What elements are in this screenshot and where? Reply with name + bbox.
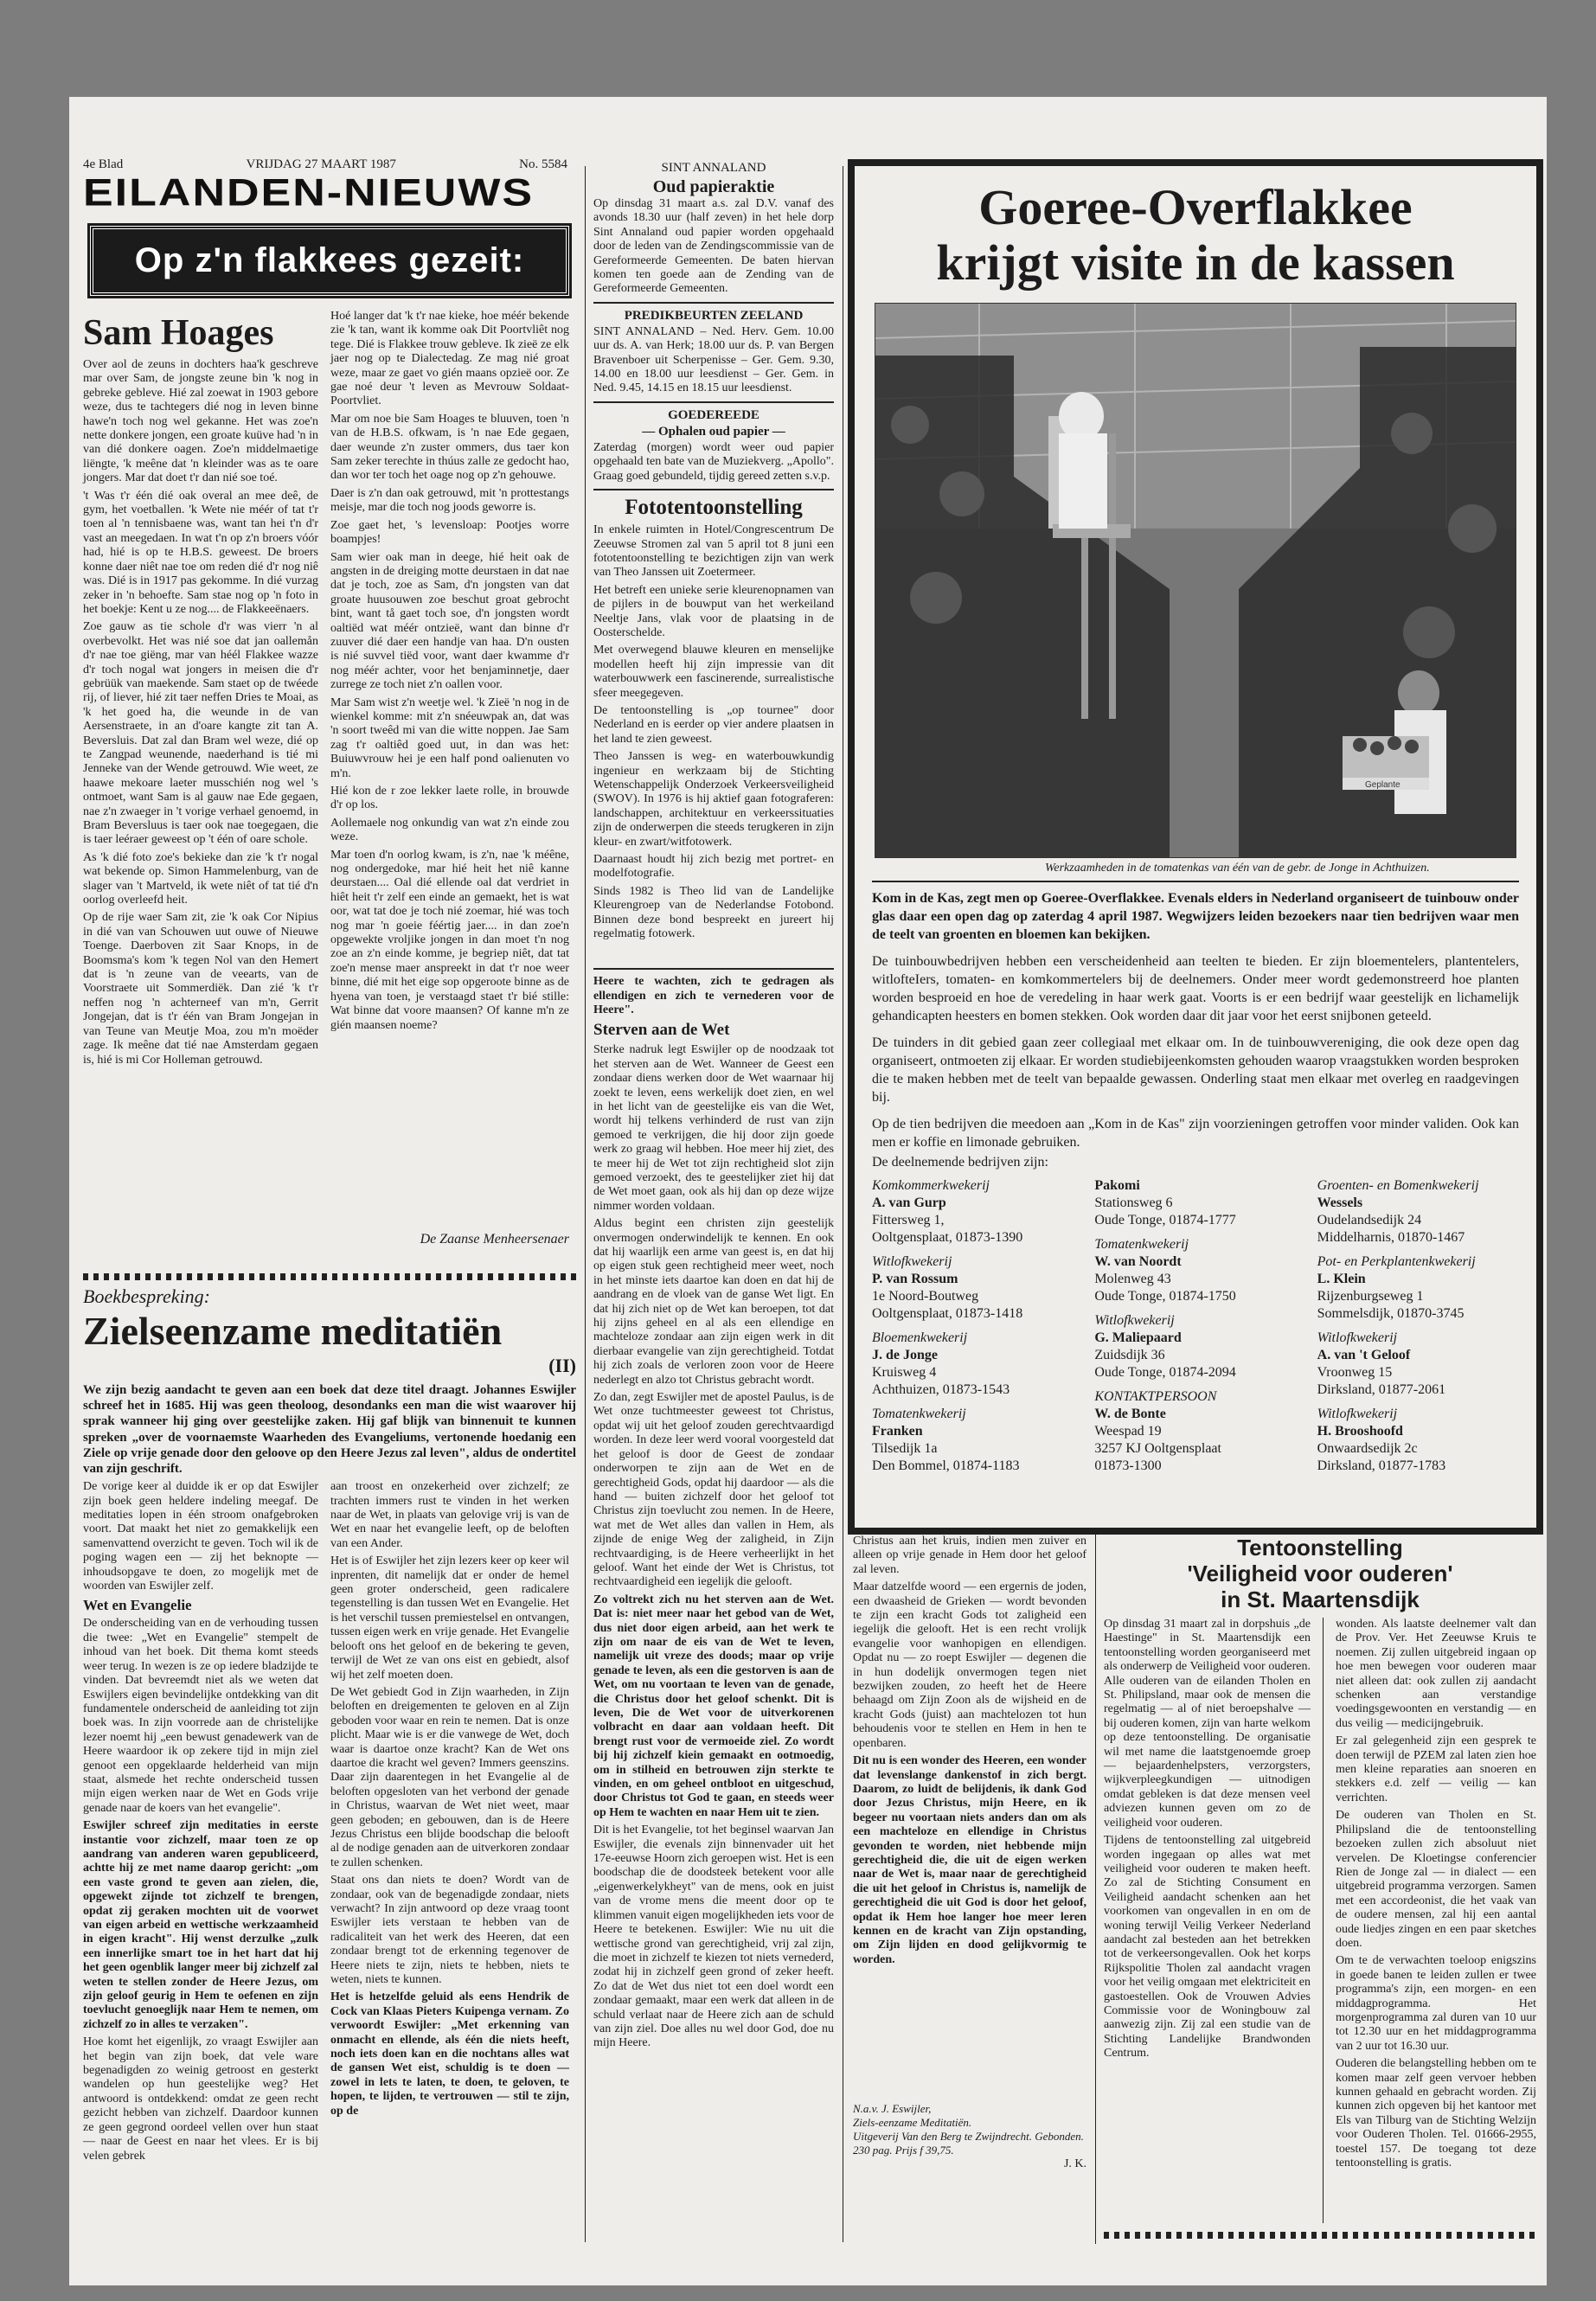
paragraph: De onderscheiding van en de verhouding tussen die twee: „Wet en Evangelie" stempelt de inhoud van het boek. Dit thema komt steeds weer terug. In wezen is ze op iedere bladzijde te vinden. Dat bevreemdt niet als we weten dat Eswijlers eigen bevindelijke ontdekking van dit fundamentele onderscheid de aanleiding tot zijn boek was. In zijn voorrede aan de christelijke lezer noemt hij „een bewust genadewerk van de Heere waardoor ik op zekere tijd in mijn ziel genoot een opgeklaarde helderheid van mijn staat, alsmede het rechte onderscheid tussen mijn eigen werken naar de Wet en Gods vrije genade naar de koers van het evangelie".	[83, 1617, 318, 1815]
paragraph: Daarnaast houdt hij zich bezig met portret- en modelfotografie.	[593, 853, 834, 881]
divider	[593, 302, 834, 304]
company-name: L. Klein	[1317, 1272, 1366, 1286]
crate-label: Geplante	[1365, 780, 1401, 790]
stdijk-col1	[1104, 1618, 1311, 2223]
company-name: G. Maliepaard	[1094, 1330, 1182, 1345]
company-line: Molenweg 43	[1094, 1272, 1171, 1286]
paragraph: Het is hetzelfde geluid als eens Hendrik de Cock van Klaas Pieters Kuipenga vernam. Zo verwoordt Eswijler: „Met erkenning van onmacht en ellende, als één die niets heeft, noch iets doen kan en die nochtans alles wat de gansen Wet eist, schuldig is te doen — zowel in lets te laten, te doen, te geloven, te hopen, te lijden, te vertrouwen — stil te zijn, op de	[330, 1990, 569, 2118]
paragraph: Mar Sam wist z'n weetje wel. 'k Zieë 'n nog in de wienkel komme: mit z'n snéeuwpak an, dat was 'n soort tweêd mi van die witte noppen. Jae Sam zag t'r oaltiêd goed uut, in dan was het: Buiuwvrouw hei je een half pond oalienuten vo m'n.	[330, 695, 569, 780]
company-name: A. van Gurp	[872, 1195, 946, 1210]
section-title: GOEDEREEDE	[668, 407, 760, 422]
paragraph: aan troost en onzekerheid over zichzelf; ze trachten immers rust te vinden in het werken naar de Wet, in plaats van gelovige vrij is van de Wet en naar het evangelie leeft, op de beloften van een Ander.	[330, 1480, 569, 1550]
divider	[83, 1273, 576, 1280]
headline-line2: 'Veiligheid voor ouderen'	[1187, 1561, 1453, 1586]
headline-line3: in St. Maartensdijk	[1221, 1586, 1420, 1612]
company-line: Kruisweg 4	[872, 1365, 937, 1380]
author-initials: J. K.	[1063, 2157, 1086, 2170]
company-line: Sommelsdijk, 01870-3745	[1317, 1306, 1465, 1321]
stdijk-article	[1104, 1535, 1536, 2261]
company-line: Ooltgensplaat, 01873-1418	[872, 1306, 1023, 1321]
company-category: Tomatenkwekerij	[872, 1407, 966, 1421]
company-line: Dirksland, 01877-1783	[1317, 1458, 1446, 1473]
subheading: Sterven aan de Wet	[593, 1021, 730, 1040]
company-line: Oude Tonge, 01874-1777	[1094, 1213, 1236, 1227]
paragraph: Maar datzelfde woord — een ergernis de joden, een dwaasheid de Grieken — wordt bevonden te zijn een kracht Gods tot zaligheid een iegelijk die gelooft. Het is een recht vrolijk evangelie voor wanhopigen en ellendigen. Opdat nu — zo roept Eswijler — degenen die in hun dodelijk onvermogen tegen niet bezwijken zouden, zo heeft het de Heere behaagd om Zijn Zoon als de wijsheid en de kracht Gods (juist) aan machtelozen tot hun behoudenis voor te stellen en Hem in hen te openbaren.	[853, 1580, 1086, 1750]
company-line: Ooltgensplaat, 01873-1390	[872, 1230, 1023, 1245]
paragraph: Zo voltrekt zich nu het sterven aan de Wet. Dat is: niet meer naar het gebod van de Wet, dus niet door eigen arbeid, aan het werk te zijn om naar de eis van de Wet te leven, namelijk uit vreze des doods; maar op vrije genade te leven, als een die gestorven is aan de Wet, om nu voortaan te leven van de genade, die Christus door het geloof schenkt. Dit is leven, Die de Wet voor de uitverkorenen volbracht en daar aan voldaan heeft. Dit brengt rust voor de vermoeide ziel. Zo wordt bij hij zichzelf kiein gemaakt en ootmoedig, om in stilheid en betrouwen zijn sterkte te vinden, en om geheel ontbloot en uitgeschud, door Christus tot God te gaan, en steeds weer op Hem te wachten en naar Hem uit te zien.	[593, 1593, 834, 1819]
column-rule	[585, 166, 586, 2242]
quote: Heere te wachten, zich te gedragen als ellendigen en zich te vernederen voor de Heere".	[593, 975, 834, 1016]
paragraph: Christus aan het kruis, indien men zuiver en alleen op vrije genade in Hem door het geloof zal leven.	[853, 1535, 1086, 1576]
newspaper-page	[69, 97, 1547, 2285]
paragraph: Aldus begint een christen zijn geestelijk onvermogen onderwindelijk te kennen. En ook dat hij waarlijk een arme van geest is, en dat hij op eigen stuk geen rechtigheid meer weet, noch in het minste iets daartoe kan doen en dat hij de aandrang en de vloek van de ganse Wet ligt. En dat hij zich niet op de Wet kan beroepen, tot dat hij zijns geheel en al als een ellendige en machteloze zondaar aan zijn eigen werk in dit dierbaar evangelie van zijn gerechtigheid. Totdat hij zich zoals de verloren zoon voor de Heere nederlegt en alzo tot Christus gebracht wordt.	[593, 1217, 834, 1387]
paragraph: Het betreft een unieke serie kleurenopnamen van de pijlers in de bouwput van het werkeiland Neeltje Jans, vlak voor de plaatsing in de Oosterschelde.	[593, 583, 834, 639]
company-category: Komkommerkwekerij	[872, 1178, 990, 1193]
company-category: Witlofkwekerij	[1094, 1313, 1175, 1328]
paragraph: Zoe gauw as tie schole d'r was vierr 'n al overbevolkt. Het was nié soe dat jan oallemån d'r nae toe giëng, mar van héél Flakkee wazze d'r toch nogal wat jongers in meisen die d'r gebrüük van maekende. Sam staet op de twéede rij, of liever, hié zit taer neffen Dries te Moai, as 'k het goed ha, die weunde in de van Aersenstraete, in an d'oare kangte zit tan A. Beversluis. Dat zal dan Bram wel weze, dié op te Zangpad weunende, naederhand is tié mi Jenneke van der Wende getrouwd. Wie weet, ze haawe mekoare laeter musschién nog wel 's ontmoet, want Sam is al gauw nae Ede gegaen, nae z'n zwaeger in 't vorige verhael genoemd, in Bram Beversluus is taer ook nae toegegaen, die is taer leéraer geweest op 't één of oare schole.	[83, 620, 318, 847]
middle-column	[593, 159, 834, 2270]
paragraph: Op dinsdag 31 maart a.s. zal D.V. vanaf des avonds 18.30 uur (half zeven) in het hele dorp Sint Annaland oud papier worden opgehaald door de leden van de Zendingscommissie van de Gereformeerde Gemeenten. De baten hiervan komen ten goede aan de Zending van de Gereformeerde Gemeenten.	[593, 197, 834, 296]
divider	[593, 489, 834, 490]
paragraph: Het is of Eswijler het zijn lezers keer op keer wil inprenten, dit namelijk dat er onder de hemel geen groter onderscheid, geen radicalere tegenstelling is dan tussen Wet en Evangelie. Het is het verschil tussen premiestelsel en ontvangen, tussen eigen werk en vrije genade. Het Evangelie belooft ons het geloof en de bekering te geven, terwijl de Wet ze van ons eist en gebiedt, alsof wij het zelf moeten doen.	[330, 1554, 570, 1682]
paragraph: Op dinsdag 31 maart zal in dorpshuis „de Haestinge" in St. Maartensdijk een tentoonstelling worden georganiseerd met als onderwerp de Veiligheid voor ouderen. Alle ouderen van de eilanden Tholen en St. Philipsland, maar ook de mensen die regelmatig — al of niet beroepshalve — bij ouderen komen, zijn van harte welkom op deze tentoonstelling. De organisatie wil met name die laatstgenoemde groep — bejaardenhelpsters, verzorgsters, wijkverpleegkundigen — uitnodigen omdat gebleken is dat deze mensen veel adviezen kunnen geven om zo de veiligheid voor ouderen.	[1104, 1618, 1311, 1830]
flakkees-article	[83, 310, 576, 1268]
column-rule	[1323, 1618, 1324, 2223]
paragraph: Tijdens de tentoonstelling zal uitgebreid worden ingegaan op alles wat met veiligheid voor ouderen te maken heeft. Zo zal de Stichting Consument en Veiligheid aandacht schenken aan het voorkomen van ongevallen in en om de woning terwijl Veilig Verkeer Nederland aandacht zal besteden aan het betrekken tot de verkeersongevallen. Ook het korps Rijkspolitie Tholen zal aandacht vragen voor het veilig omgaan met elektriciteit en gastoestellen. Ook de Vrouwen Advies Commissie voor de Woningbouw zal aanwezig zijn. Zij zal een studie van de Stichting Landelijke Brandwonden Centrum.	[1104, 1834, 1311, 2061]
headline-line2: krijgt visite in de kassen	[936, 234, 1455, 291]
headline-line1: Tentoonstelling	[1237, 1535, 1403, 1561]
company-line: Zuidsdijk 36	[1094, 1348, 1165, 1362]
article-title: Fototentoonstelling	[625, 496, 803, 520]
stdijk-body	[1104, 1618, 1536, 2223]
paragraph: Over aol de zeuns in dochters haa'k geschreve mar over Sam, de jongste zeune bin 'k nog in gebreke gebleve. Hié zal zoewat in 1903 gebore weze, dus te tachtegers dié nog in leven binne hawe'n toch nog wel gekanne. Het was zoe'n nette donkere jongen, een groate kuüve had 'n in van dié donkere oagen. Zoe'n middelmaetige liëngte, 'k meêne dat 'n kleinder was as te oare jongers. Mar dat doet t'r dan nié soe toé.	[83, 358, 318, 485]
paragraph: Hié kon de r zoe lekker laete rolle, in brouwde d'r op los.	[330, 785, 569, 812]
paragraph: Dit nu is een wonder des Heeren, een wonder dat levenslange dankenstof in zich bergt. Daarom, zo luidt de belijdenis, ik dank God door Jezus Christus, mijn Heere, en ik begeer nu voortaan niets anders dan om als een machteloze en ellendige in Christus gevonden te worden, niet hebbende mijn gerechtigheid die, die uit de eigen werken naar de Wet is, maar naar de gerechtigheid die uit het geloof in Christus is, namelijk de gerechtigheid die uit God is door het geloof, opdat ik Hem hoe langer hoe meer leren kennen en de kracht van Zijn opstanding, om Zijn lijden en dood gelijkvormig te worden.	[853, 1754, 1086, 1966]
company-line: 3257 KJ Ooltgensplaat	[1094, 1441, 1221, 1456]
paragraph: Dit is het Evangelie, tot het beginsel waarvan Jan Eswijler, die evenals zijn binnenvader uit het 17e-eeuwse Hoorn zich geroepen wist. Het is een boodschap die de doodsteek betekent voor alle „eigenwerkelykheyt" van de mens, ook en juist van de vrome mens die meent door op te klimmen vanuit eigen mogelijkheden iets voor de Heere te betekenen. Eswijler: Wie nu uit die wettische grond van gerechtigheid, vrij zal zijn, die moet in zichzelf te kiezen tot niets vernederd, zodat hij in zichzelf geen grond of zeker heeft. Zo dat de Wet dus niet tot een doel wordt een zondaar gemaakt, maar een werk dat alleen in de schuld verlaat naar de Heere zich aan de schuld van zijn ziel. Doe alles nu wel door God, doe nu mijn Heere.	[593, 1823, 834, 2050]
divider	[872, 881, 1519, 882]
christus-column	[853, 1535, 1086, 2261]
paragraph: De ouderen van Tholen en St. Philipsland die de tentoonstelling bezoeken zullen zich absoluut niet vervelen. De Kloetingse conferencier Rien de Jonge zal — in dialect — een uitgebreid programma verzorgen. Samen met een accordeonist, die het vaak van de oudere mensen, zal hij een aantal oude liedjes zingen en een paar sketches doen.	[1335, 1809, 1536, 1950]
company-line: Weespad 19	[1094, 1424, 1162, 1439]
list-intro: De deelnemende bedrijven zijn:	[872, 1155, 1048, 1170]
company-name: P. van Rossum	[872, 1272, 958, 1286]
paragraph: De vorige keer al duidde ik er op dat Eswijler zijn boek geen heldere indeling meegaf. De meditaties lopen in één stroom onafgebroken voort. Dat maakt het niet zo gemakkelijk een samenvattend overzicht te geven. Toch wil ik de poging wagen een — zij het beknopte — inhoudsopgave te doen, zo mogelijk met de woorden van Eswijler zelf.	[83, 1480, 318, 1593]
paragraph: Sam wier oak man in deege, hié heit oak de angsten in de dreiging motte deurstaen in dat nae dat je toch, zoe as Sam, d'n jongsten van dat groate huusouwen zoe beschut groat gebrocht bint, want tå gaet toch soe, d'n jongsten wordt oaltiëd wat méér ontzieë, want dan binne d'r zuuver dié daer een handje van haa. D'n ousten is nié suvvel tiëd voor, want daer kwamme d'r nog méér achter, voor het benjaminnetje, daer zurrege ze toch niet z'n oallen voor.	[330, 550, 569, 692]
company-category: Groenten- en Bomenkwekerij	[1317, 1178, 1479, 1193]
source-line: Uitgeverij Van den Berg te Zwijndrecht. Gebonden. 230 pag. Prijs f 39,75.	[853, 2130, 1084, 2157]
left-section	[83, 157, 576, 2268]
masthead-meta	[83, 157, 567, 172]
company-category: KONTAKTPERSOON	[1094, 1389, 1217, 1404]
paragraph: Zo dan, zegt Eswijler met de apostel Paulus, is de Wet onze tuchtmeester geweest tot Christus, opdat wij uit het geloof zouden gerechtvaardigd worden. In deze leer werd vooral voorgesteld dat het geloof is door de Geest de zondaar onderworpen te zijn aan de Wet en de gerechtigheid Gods, opdat hij daardoor — als die hand — buiten zichzelf door het geloof tot Christus zijn toevlucht zou nemen. In de Heere, wat met de Wet alles dan vallen in Hem, als zijnde de enige Weg der zaligheid, in Zijn rechtvaardiging, is de Heere verheerlijkt in het geloof. Want het einde der Wet is Christus, tot rechtvaardigheid een iegelijk die gelooft.	[593, 1391, 834, 1589]
masthead-logo: EILANDEN-NIEUWS	[83, 171, 535, 215]
company-name: H. Brooshoofd	[1317, 1424, 1403, 1439]
company-name: J. de Jonge	[872, 1348, 938, 1362]
section-subtitle: — Ophalen oud papier —	[642, 424, 785, 439]
part-number: (II)	[548, 1355, 576, 1376]
paragraph: Mar toen d'n oorlog kwam, is z'n, nae 'k méêne, nog ondergedoke, mar hié heit het niê kanne deurstaen.... Oal dié ellende oal dat verdriet in hiêt heit t'r zelf een einde an gemaekt, het is wat oor, wat tat doe je toch nié zoemar, hié was toch nog mar 'n goeie féértig jaer.... in dan zoe'n opgewekte vroljike jongen in dan moet t'n nog zoe an z'n einde komme, je begriep niêt, dat tat zoe'n mense maer anspreekt in dat t'r noe weer binne, dié mit het eige sop opgeroote binne as de hyena van toen, je verstaagd staet t'r bié stille: Wat binne dat voore maansen? Of kanne m'n ze gién maansen noeme?	[330, 848, 569, 1032]
paragraph: Sterke nadruk legt Eswijler op de noodzaak tot het sterven aan de Wet. Wanneer de Geest een zondaar diens werken door de Wet waarnaar hij zoekt te leven, eens werkelijk doet zien, en wel in het licht van de geestelijke eis van die Wet, wordt hij telkens verhinderd de rust van zijn gemoed te verkrijgen, die hij door zijn goede werk zo graag wil hebben. Hoe meer hij ziet, des te meer hij de Wet tot zijn rechtigheid slot zijn gemoed verzoekt, des te geestelijker ziet hij dat de Wet moet gaan, ook als hij dan op deze wijze nimmer worden voldaan.	[593, 1043, 834, 1213]
paragraph: Eswijler schreef zijn meditaties in eerste instantie voor zichzelf, maar toen ze op aandrang van anderen waren gepubliceerd, achtte hij ze met name daarop gericht: „om een vaste grond te geven aan zielen, die, opgewekt zijnde tot zichzelf te brengen, opdat zij geraken mochten uit de voorwet van eigen arbeid en wettische werkzaamheid in eigen kracht". Hij wenst derzulke „zulk een innerlijke smart toe in het hart dat hij het geen ogenblik langer meer bij zichzelf zal weten te stellen zonder de Heere Jezus, om zijn geloof geurig in Hem te oefenen en zijn toevlucht genoeglijk naar Hem te nemen, om zichzelf zo in alles te verzaken".	[83, 1819, 318, 2031]
source-line: Ziels-eenzame Meditatiën.	[853, 2116, 972, 2129]
paragraph: Aollemaele nog onkundig van wat z'n einde zou weze.	[330, 816, 569, 844]
company-name: A. van 't Geloof	[1317, 1348, 1411, 1362]
goeree-box	[848, 159, 1543, 1535]
company-line: Tilsedijk 1a	[872, 1441, 938, 1456]
company-line: Onwaardsedijk 2c	[1317, 1441, 1418, 1456]
christus-body	[853, 1535, 1086, 2097]
paragraph: Mar om noe bie Sam Hoages te bluuven, toen 'n van de H.B.S. ofkwam, is 'n nae Ede gegaen, daer weunde z'n zuster ommers, dus taer kon Sam zeker terechte in thúus zalle ze gedocht hao, dan wor ter toch het oage nog op z'n gehouwe.	[330, 412, 569, 483]
company-line: 01873-1300	[1094, 1458, 1162, 1473]
signature: De Zaanse Menheersenaer	[420, 1232, 569, 1247]
paragraph: Op de tien bedrijven die meedoen aan „Kom in de Kas" zijn voorzieningen getroffen voor minder validen. Ook kan men er koffie en limonade gebruiken.	[872, 1117, 1519, 1150]
company-name: W. van Noordt	[1094, 1254, 1182, 1269]
headline-line1: Goeree-Overflakkee	[978, 179, 1413, 235]
paragraph: Om te de verwachten toeloop enigszins in goede banen te leiden zullen er twee programma's zijn, een morgen- en een middagprogramma. Het morgenprogramma zal duren van 10 uur tot 12.30 uur en het middagprogramma van 2 uur tot 16.30 uur.	[1335, 1954, 1536, 2053]
place-label: SINT ANNALAND	[661, 161, 766, 175]
company-line: Vroonweg 15	[1317, 1365, 1393, 1380]
source-line: N.a.v. J. Eswijler,	[853, 2102, 932, 2115]
paragraph: De tuinders in dit gebied gaan zeer collegiaal met elkaar om. In de tuinbouwvereniging, die ook deze open dag organiseert, ontmoeten zij elkaar. Er worden studiebijeenkomsten gehouden waarop vraagstukken worden besproken die te maken hebben met de teelt van bepaalde gewassen. Onderling staat men elkaar met overleg en raadgevingen bij.	[872, 1035, 1519, 1105]
paragraph: 't Was t'r één dié oak overal an mee deê, de gym, het voetballen. 'k Wete nie méér of tat t'r toen al 'n tennisbaene was, want tan hei t'n d'r vast an meegedaen. In wat t'n op z'n broers vóór had, hié is op te H.B.S. geweest. De broers konne daer niêt nae toe om reden dié d'r nog niê was. Dié is in 1917 pas gekomme. In dié vurzag zeker in 'n behoefte. Sam stae nog op 'n foto in het boekje: Kent u ze nog.... de Flakkeeënaers.	[83, 489, 318, 616]
divider	[593, 968, 834, 970]
company-line: Dirksland, 01877-2061	[1317, 1382, 1446, 1397]
page-label: 4e Blad	[83, 157, 124, 171]
boek-body	[83, 1480, 576, 2241]
company-category: Bloemenkwekerij	[872, 1330, 968, 1345]
lead: We zijn bezig aandacht te geven aan een boek dat deze titel draagt. Johannes Eswijler schreef het in 1685. Hij was geen theoloog, desondanks een man die wist waarover hij sprak wanneer hij ging over geestelijke zaken. Hij gaf blijk van binnenuit te kunnen spreken „over de voornaemste Waarheden des Evangeliums, vertonende hoedanig een Ziele op vrije genade door den geloove op den Heere Jezus zal leven", aldus de ondertitel van zijn geschrift.	[83, 1383, 576, 1477]
article-title: Zielseenzame meditatiën	[83, 1309, 503, 1353]
greenhouse-illustration	[875, 304, 1516, 857]
paragraph: Theo Janssen is weg- en waterbouwkundig ingenieur en werkzaam bij de Stichting Wetenschappelijk Onderzoek Verkeersveiligheid (SWOV). In 1976 is hij aktief gaan fotograferen: landschappen, architektuur en verkeerssituaties zijn de onderwerpen die steeds terugkeren in zijn kleur- en zwart/witfotowerk.	[593, 750, 834, 849]
paragraph: De tentoonstelling is „op tournee" door Nederland en is eerder op vier andere plaatsen in het land te zien geweest.	[593, 703, 834, 746]
boek-col2	[330, 1480, 569, 2241]
paragraph: Met overwegend blauwe kleuren en menselijke modellen heeft hij zijn impressie van dit waterbouwwerk een fascinerende, surrealistische sfeer meegegeven.	[593, 644, 834, 700]
paragraph: Op de rije waer Sam zit, zie 'k oak Cor Nipius in dié van van Schouwen uut ouwe of Nieuwe Toenge. Daerboven zit Saar Knops, in de Boomsma's kom 'k tegen Nol van den Hemert dat is 'n zeune van de veearts, van de Voorstraete uit Sommerdiëk. Dan zié 'k t'r neffen nog 'n achterneef van m'n, Gerrit Jongejan, dat is t'r één van Bram Jongejan in van Teune van Meutje Moa, zou m'n moëder zage. Ik meêne dat tié nae Amsterdam gegaen is, hié is mi Cor Holleman getrouwd.	[83, 911, 318, 1067]
company-line: Oude Tonge, 01874-2094	[1094, 1365, 1236, 1380]
paragraph: Ouderen die belangstelling hebben om te komen maar zelf geen vervoer hebben kunnen gehaald en gebracht worden. Zij kunnen zich opgeven bij het kantoor met Els van Tilburg van de Stichting Welzijn voor Ouderen Tholen. Tel. 01666-2955, toestel 157. De toegang tot deze tentoonstelling is gratis.	[1335, 2057, 1536, 2170]
company-line: Oude Tonge, 01874-1750	[1094, 1289, 1236, 1304]
company-line: Stationsweg 6	[1094, 1195, 1173, 1210]
paragraph: Sinds 1982 is Theo lid van de Landelijke Kleurengroep van de Nederlandse Fotobond. Binnen deze bond bespreekt en jureert hij regelmatig fotowerk.	[593, 884, 834, 941]
company-category: Witlofkwekerij	[872, 1254, 952, 1269]
company-line: Den Bommel, 01874-1183	[872, 1458, 1020, 1473]
company-line: 1e Noord-Boutweg	[872, 1289, 979, 1304]
issue-date: VRIJDAG 27 MAART 1987	[246, 157, 396, 171]
paragraph: De tuinbouwbedrijven hebben een verscheidenheid aan teelten te bieden. Er zijn bloementelers, plantentelers, witlofteIers, tomaten- en komkommertelers bij de deelnemers. Onder meer wordt gedemonstreerd hoe planten worden besproeid en hoe de veredeling in haar werk gaat. Voorts is er een bedrijf waar geestelijk en lichamelijk gehandicapten heesters en bomen stekken. Ook worden daar dit jaar voor het eerst snijbonen geteeld.	[872, 954, 1519, 1023]
lead: Kom in de Kas, zegt men op Goeree-Overflakkee. Evenals elders in Nederland organiseert de tuinbouw onder glas daar een open dag op zaterdag 4 april 1987. Wegwijzers leiden bezoekers naar tien bedrijven waar men de teelt van groenten en bloemen kan bekijken.	[872, 891, 1519, 942]
boek-col1	[83, 1480, 318, 2241]
company-category: Witlofkwekerij	[1317, 1407, 1398, 1421]
paragraph: Hoé langer dat 'k t'r nae kieke, hoe méér bekende zie 'k tan, want ik komme oak Dit Poortvliêt nog tege. Dié is Flakkee trouw gebleve. Ik zieë ze elk jaer nog op te Dialectedag. Ze mag nié groat weze, maar ze gaet vo gién maans opzieë oor. Ze gae noé deur 't leven as Mevrouw Soldaat-Poortvliet.	[330, 310, 569, 408]
paragraph: Zaterdag (morgen) wordt weer oud papier opgehaald ten bate van de Muziekverg. „Apollo". Graag goed gebundeld, tijdig gereed zetten s.v.p.	[593, 440, 834, 483]
company-category: Tomatenkwekerij	[1094, 1237, 1189, 1252]
subheading: Wet en Evangelie	[83, 1597, 192, 1614]
paragraph: Zoe gaet het, 's levensloap: Pootjes worre boampjes!	[330, 518, 569, 547]
photo-caption: Werkzaamheden in de tomatenkas van één van de gebr. de Jonge in Achthuizen.	[1045, 862, 1430, 875]
company-col2	[1094, 1170, 1296, 1475]
article-title: Oud papieraktie	[652, 177, 775, 196]
company-name: W. de Bonte	[1094, 1407, 1166, 1421]
company-line: Rijzenburgseweg 1	[1317, 1289, 1424, 1304]
flakkees-col2	[330, 310, 569, 1268]
company-name: Pakomi	[1094, 1178, 1140, 1193]
heere-body	[593, 1043, 834, 2050]
divider	[1104, 2232, 1536, 2239]
company-name: Wessels	[1317, 1195, 1363, 1210]
company-line: Middelharnis, 01870-1467	[1317, 1230, 1465, 1245]
company-line: Fittersweg 1,	[872, 1213, 945, 1227]
paragraph: Hoe komt het eigenlijk, zo vraagt Eswijler aan het begin van zijn boek, dat vele ware begenadigden zo weinig getroost en gesterkt wandelen op hun geestelijke weg? Het antwoord is ontdekkend: omdat ze geen recht gezicht hebben van zichzelf. Daardoor kunnen ze geen gegrond oordeel vellen over hun staat — naar de Geest en naar het vlees. Er is bij velen gebrek	[83, 2035, 318, 2163]
company-line: Oudelandsedijk 24	[1317, 1213, 1422, 1227]
company-list	[872, 1170, 1519, 1475]
divider	[593, 401, 834, 403]
article-title: Sam Hoages	[83, 313, 274, 353]
company-line: Achthuizen, 01873-1543	[872, 1382, 1010, 1397]
foto-body	[593, 523, 834, 963]
flakkees-col1	[83, 310, 318, 1268]
section-title: PREDIKBEURTEN ZEELAND	[624, 308, 804, 323]
column-banner: Op z'n flakkees gezeit:	[90, 226, 569, 296]
paragraph: SINT ANNALAND – Ned. Herv. Gem. 10.00 uur ds. A. van Herk; 18.00 uur ds. P. van Bergen Bravenboer uit Scherpenisse – Ger. Gem. 9.30, 14.00 en 18.00 uur leesdienst – Ger. Gem. in Ned. 9.45, 14.15 en 18.15 uur leesdienst.	[593, 324, 834, 395]
paragraph: Staat ons dan niets te doen? Wordt van de zondaar, ook van de begenadigde zondaar, niets verwacht? In zijn antwoord op deze vraag toont Eswijler iets verstaan te hebben van de radicaliteit van het werk des Heeren, dat een zondaar brengt tot de erkenning tegenover de Heere niets te zijn, niets te hebben, niets te weten, niets te kunnen.	[330, 1874, 569, 1987]
paragraph: In enkele ruimten in Hotel/Congrescentrum De Zeeuwse Stromen zal van 5 april tot 8 juni een fototentoonstelling te bezichtigen zijn van werk van Theo Janssen uit Zoetermeer.	[593, 523, 834, 580]
section-label: Boekbespreking:	[83, 1285, 211, 1307]
company-col3	[1317, 1170, 1519, 1475]
company-category: Pot- en Perkplantenkwekerij	[1317, 1254, 1476, 1269]
company-col1	[872, 1170, 1074, 1475]
paragraph: Er zal gelegenheid zijn een gesprek te doen terwijl de PZEM zal laten zien hoe men kleine reparaties aan snoeren en stekkers e.d. zelf — veilig — kan verrichten.	[1335, 1734, 1536, 1804]
column-rule	[1095, 1535, 1096, 2244]
paragraph: Daer is z'n dan oak getrouwd, mit 'n prottestangs meisje, mar die toch nog joods geworre is.	[330, 486, 569, 515]
stdijk-col2	[1336, 1618, 1536, 2223]
issue-number: No. 5584	[519, 157, 567, 171]
company-name: Franken	[872, 1424, 923, 1439]
paragraph: wonden. Als laatste deelnemer valt dan de Prov. Ver. Het Zeeuwse Kruis te noemen. Zij zullen uitgebreid ingaan op hoe men bewegen voor ouderen maar niet alleen dat: ook zullen zij aandacht schenken aan verstandige voedingsgewoonten en verstandig — en dus veilig — medicijngebruik.	[1335, 1618, 1536, 1730]
company-category: Witlofkwekerij	[1317, 1330, 1398, 1345]
greenhouse-photo	[875, 303, 1516, 858]
paragraph: De Wet gebiedt God in Zijn waarheden, in Zijn beloften en dreigementen te geloven en al Zijn geboden voor waar en rein te nemen. Dat is onze plicht. Maar wie is er die vanwege de Wet, doch waar is daartoe onze kracht? Kan de Wet ons daartoe die kracht wel geven? Immers geenszins. Daar zijn daarentegen in het Evangelie al de beloften opgesloten van het verbond der genade in Christus, waarvan de Wet niet weet, maar geen geboden; en gebouwen, dan is de Heere Jezus Christus een blijde boodschap die belooft al de nodige genaden aan de uitverkoren zondaar te zullen schenken.	[330, 1685, 569, 1869]
paragraph: As 'k dié foto zoe's bekieke dan zie 'k t'r nogal wat bekende op. Simon Hammelenburg, van de slager van 't Martveld, ik wete niêt of tat tié d'n oorlog overleefd heit.	[83, 850, 318, 907]
